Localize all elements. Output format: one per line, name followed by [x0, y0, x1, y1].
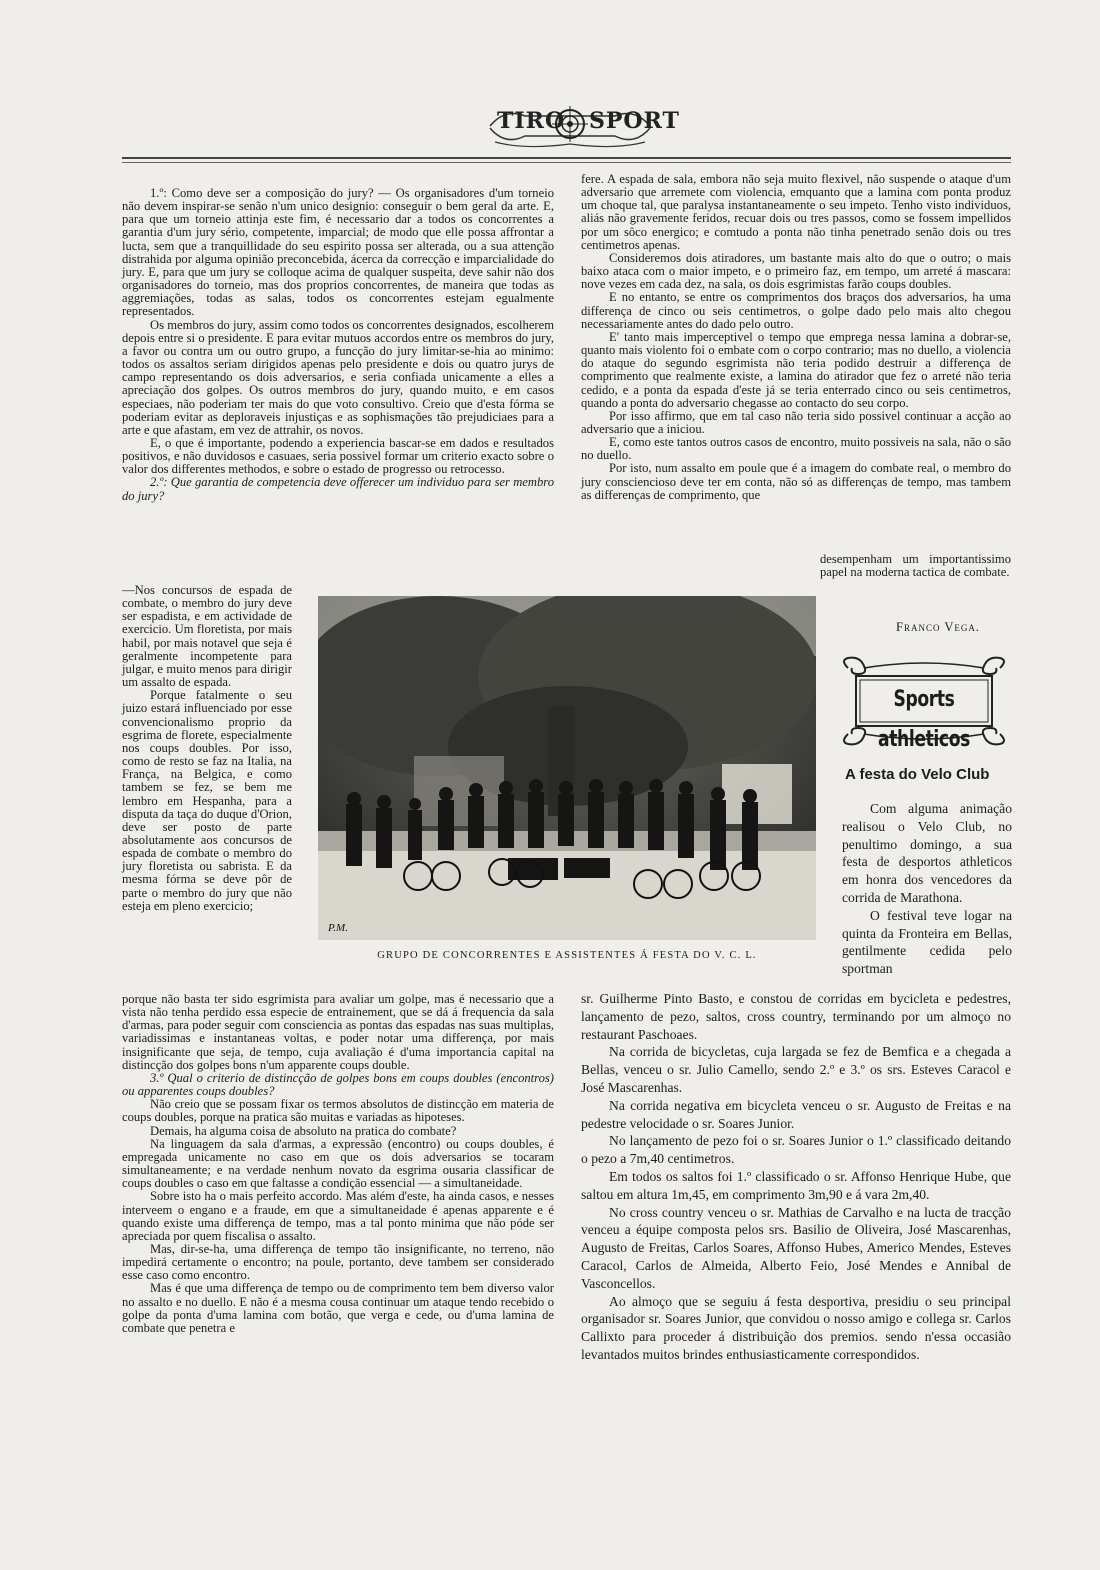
masthead-right-word: SPORT: [589, 108, 680, 134]
paragraph: Os membros do jury, assim como todos os concorrentes designados, escolherem depois entre si o presidente. E para evitar mutuos accordos entre os membros do jury, a favor ou contra um ou outro grupo, a funcção do jury limitar-se-hia ao minimo: todos os assaltos seriam dirigidos apenas pelo presidente e dois ou quatro jurys de campo representando os dois adversarios, e seria confiada unicamente a elles a apreciação dos golpes. Os outros membros do jury, quando muito, e em casos especiaes, não poderiam ter mais do que voto consultivo. Creio que d'esta fórma se poderiam evitar as deploraveis injustiças e as sophismações tão prejudiciaes para a arte e que afastam, em vez de attrahir, os novos.: [122, 317, 554, 437]
paragraph: Na linguagem da sala d'armas, a expressão (encontro) ou coups doubles, é empregada unicamente no caso em que os dois adversarios se tocaram simultaneamente; e na verdade nenhum novato da esgrima ousaria classificar de coups doubles o caso em que faltasse a condição essencial — a simultaneidade.: [122, 1136, 554, 1191]
header-rule: [122, 157, 1011, 159]
group-photograph: [318, 596, 816, 940]
left-column-bottom: [122, 993, 554, 1335]
sports-bottom-column: [581, 990, 1011, 1364]
article-heading: A festa do Velo Club: [845, 766, 990, 783]
right-column-top: [581, 173, 1011, 502]
paragraph: No lançamento de pezo foi o sr. Soares Junior o 1.º classificado deitando o pezo a 7m,40 centimetros.: [581, 1133, 1011, 1167]
masthead-left-word: TIRO: [497, 108, 566, 134]
paragraph: Porque fatalmente o seu juizo estará influenciado por esse convencionalismo proprio da esgrima de florete, especialmente nos coups doubles. Por isso, como de resto se faz na Italia, na França, na Belgica, e como tambem se fez, se bem me lembro em Hespanha, para a disputa da taça do duque d'Orion, deve ser posto de parte absolutamente aos concursos de espada de combate o membro do jury floretista ou sabrista. E da mesma fórma se deve pôr de parte o membro do jury que não esteja em pleno exercicio;: [122, 688, 292, 913]
paragraph: Na corrida de bicycletas, cuja largada se fez de Bemfica e a chegada a Bellas, venceu o sr. Julio Camello, sendo 2.º e 3.º os srs. Esteves Caracol e José Mascarenhas.: [581, 1044, 1011, 1095]
sports-section-header: [838, 656, 1010, 752]
photo-monogram: P.M.: [328, 922, 348, 934]
author-signature: Franco Vega.: [896, 620, 981, 634]
paragraph: Demais, ha alguma coisa de absoluto na pratica do combate?: [150, 1123, 457, 1138]
paragraph: 1.º: Como deve ser a composição do jury? — Os organisadores d'um torneio não devem inspirar-se senão n'um unico designio: conseguir o bem geral da arte. E, para que um torneio attinja este fim, é necessario dar a todos os concorrentes a garantia d'um jury sério, competente, imparcial; de modo que elle possa affrontar a lucta, sem que a tranquillidade do seu espirito possa ser alterada, ou a sua attenção distrahida por alguma opinião preconcebida, ácerca da correcção e imparcialidade do jury. E, para que um jury se colloque acima de qualquer suspeita, deve sahir não dos organisadores do torneio, mas dos proprios concorrentes, de maneira que todas as aggremiações, todas as salas, todos os concorrentes estejam egualmente representados.: [122, 186, 554, 319]
masthead-logo: [485, 98, 680, 150]
paragraph: Mas, dir-se-ha, uma differença de tempo tão insignificante, no terreno, não impedirá certamente o encontro; na poule, portanto, deve tambem ser considerado esse caso como encontro.: [122, 1241, 554, 1283]
paragraph: —Nos concursos de espada de combate, o membro do jury deve ser espadista, e em actividade de exercicio. Um floretista, por mais habil, por mais notavel que seja é geralmente incompetente para julgar, e muito menos para dirigir um assalto de espada.: [122, 583, 292, 690]
paragraph: Por isso affirmo, que em tal caso não teria sido possivel continuar a acção ao adversario que a iniciou.: [581, 408, 1011, 436]
sports-title: Sports athleticos: [878, 687, 970, 752]
paragraph: E no entanto, se entre os comprimentos dos braços dos adversarios, ha uma differença de cinco ou seis centimetros, o golpe dado pelo mais alto chegou necessariamente antes do dado pelo outro.: [581, 290, 1011, 331]
paragraph: sr. Guilherme Pinto Basto, e constou de corridas em bycicleta e pedestres, lançamento de pezo, saltos, cross country, terminando por um almoço no restaurant Paschoaes.: [581, 991, 1011, 1042]
right-column-narrow: [820, 553, 1011, 579]
paragraph: Mas é que uma differença de tempo ou de comprimento tem bem diverso valor no assalto e no duello. E não é a mesma cousa continuar um ataque tendo recebido o golpe da ponta d'uma lamina com botão, que verga e cede, ou d'uma lamina de combate que penetra e: [122, 1281, 554, 1335]
paragraph: E, o que é importante, podendo a experiencia bascar-se em dados e resultados positivos, e não duvidosos e casuaes, seria possivel formar um criterio exacto sobre o valor dos differentes methodos, e sobre o estado de progresso ou retrocesso.: [122, 435, 554, 477]
paragraph: No cross country venceu o sr. Mathias de Carvalho e na lucta de tracção venceu a équipe composta pelos srs. Basilio de Oliveira, José Mascarenhas, Augusto de Freitas, Carlos Soares, Affonso Hubes, Americo Mendes, Esteves Caracol, Carlos de Almeida, Alberto Feio, José Mendes e Annibal de Vasconcellos.: [581, 1204, 1011, 1291]
paragraph: Por isto, num assalto em poule que é a imagem do combate real, o membro do jury consciencioso deve ter em conta, não só as differenças de tempo, mas tambem as differenças de comprimento, que: [581, 461, 1011, 502]
paragraph: E, como este tantos outros casos de encontro, muito possiveis na sala, não o são no duello.: [581, 435, 1011, 463]
question-heading: 3.º Qual o criterio de distincção de golpes bons em coups doubles (encontros) ou apparentes coups doubles?: [122, 1070, 554, 1099]
paragraph: Não creio que se possam fixar os termos absolutos de distincção em materia de coups doubles, porque na pratica são muitas e variadas as hipoteses.: [122, 1097, 554, 1125]
paragraph: Sobre isto ha o mais perfeito accordo. Mas além d'este, ha ainda casos, e nesses interveem o engano e a fraude, em que a simultaneidade é apenas apparente e é quando existe uma differença de tempo, mas a tal ponto minima que não póde ser apreciada por quem fiscalisa o assalto.: [122, 1189, 554, 1243]
paragraph: E' tanto mais imperceptivel o tempo que emprega nessa lamina a dobrar-se, quanto mais violento foi o embate com o corpo contrario; mas no duello, a violencia do ataque do segundo esgrimista não teria podido destruir a differença de comprimento que realmente existe, a lamina do atirador que fez o arreté não teria cedido, e a ponta da espada d'este já se teria enterrado cinco ou seis centimetros, quando a ponta do adversario chegasse ao contacto do seu corpo.: [581, 329, 1011, 410]
photo-caption: GRUPO DE CONCORRENTES E ASSISTENTES Á FESTA DO V. C. L.: [377, 950, 757, 961]
sports-narrow-column: [842, 800, 1012, 978]
paragraph: Em todos os saltos foi 1.º classificado o sr. Affonso Henrique Hube, que saltou em altura 1m,45, em comprimento 3m,90 e á vara 2m,40.: [581, 1168, 1011, 1202]
photo-illustration: [318, 596, 816, 940]
paragraph: porque não basta ter sido esgrimista para avaliar um golpe, mas é necessario que a vista não tenha perdido essa especie de entrainement, que se dá á frequencia da sala d'armas, para poder seguir com consciencia as pontas das espadas nas suas multiplas, variadissimas e instantaneas voltas, e poder notar uma differença, por mais insignificante que seja, de tempo, cuja avaliação é d'uma importancia capital na distincção dos golpes bons n'um apparente coups double.: [122, 992, 554, 1072]
paragraph: O festival teve logar na quinta da Fronteira em Bellas, gentilmente cedida pelo sportman: [842, 907, 1012, 977]
paragraph: Com alguma animação realisou o Velo Club, no penultimo domingo, a sua festa de desportos athleticos em honra dos vencedores da corrida de Marathona.: [842, 801, 1012, 905]
left-column-narrow: [122, 584, 292, 913]
paragraph: Na corrida negativa em bicycleta venceu o sr. Augusto de Freitas e na pedestre velocidade o sr. Soares Junior.: [581, 1097, 1011, 1131]
left-column-top: [122, 187, 554, 503]
paragraph: Ao almoço que se seguiu á festa desportiva, presidiu o seu principal organisador sr. Soares Junior, que convidou o nosso amigo e collega sr. Carlos Callixto para proceder á distribuição dos premios. sendo n'essa occasião levantados muitos brindes enthusiasticamente correspondidos.: [581, 1293, 1011, 1362]
paragraph: fere. A espada de sala, embora não seja muito flexivel, não suspende o ataque d'um adversario que arremete com violencia, emquanto que a lamina com ponta produz um choque tal, que paralysa instantaneamente o seu impeto. Tenho visto individuos, aliás não gravemente feridos, recuar dois ou tres passos, como se fossem impellidos por um sôco energico; e comtudo a ponta não tinha penetrado senão dois ou tres centimetros apenas.: [581, 172, 1011, 252]
question-heading: 2.º: Que garantia de competencia deve offerecer um individuo para ser membro do jury?: [122, 475, 554, 503]
paragraph: Consideremos dois atiradores, um bastante mais alto do que o outro; o mais baixo ataca com o maior impeto, e o primeiro faz, em tempo, um arreté á mascara: nove vezes em cada dez, na sala, os dois esgrimistas farão coups doubles.: [581, 250, 1011, 292]
paragraph: desempenham um importantissimo papel na moderna tactica de combate.: [820, 552, 1011, 580]
header-rule-thin: [122, 162, 1011, 163]
